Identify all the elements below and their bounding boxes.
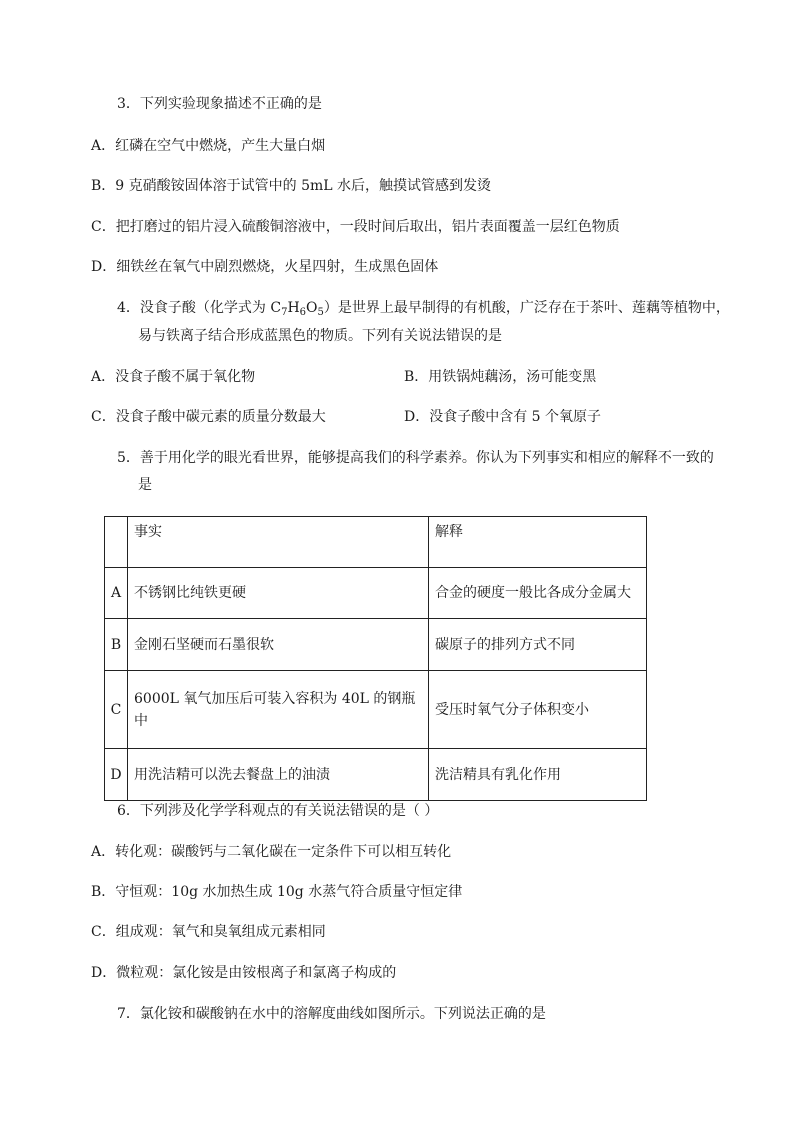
- row-explanation: 受压时氧气分子体积变小: [429, 671, 647, 749]
- table-header-row: [105, 517, 647, 568]
- q3-option-d: D．细铁丝在氧气中剧烈燃烧，火星四射，生成黑色固体: [91, 259, 439, 275]
- row-fact: 金刚石坚硬而石墨很软: [128, 619, 429, 671]
- row-explanation: 合金的硬度一般比各成分金属大: [429, 568, 647, 619]
- row-letter: C: [105, 671, 128, 749]
- header-fact-cell: 事实: [128, 517, 429, 568]
- q4-stem-before: 4．没食子酸（化学式为 C: [117, 300, 282, 316]
- q7-stem: 7．氯化铵和碳酸钠在水中的溶解度曲线如图所示。下列说法正确的是: [117, 1006, 546, 1022]
- q3-option-a: A．红磷在空气中燃烧，产生大量白烟: [91, 138, 326, 154]
- row-fact-line1: 6000L 氧气加压后可装入容积为 40L 的钢瓶: [134, 690, 416, 707]
- q6-option-b: B．守恒观：10g 水加热生成 10g 水蒸气符合质量守恒定律: [91, 884, 463, 900]
- row-fact: 不锈钢比纯铁更硬: [128, 568, 429, 619]
- formula-o: O: [306, 300, 318, 316]
- row-letter: B: [105, 619, 128, 671]
- row-fact-line2: 中: [134, 712, 148, 729]
- q6-option-d: D．微粒观：氯化铵是由铵根离子和氯离子构成的: [91, 965, 397, 981]
- q3-option-b: B．9 克硝酸铵固体溶于试管中的 5mL 水后，触摸试管感到发烫: [91, 178, 492, 194]
- q3-stem: 3．下列实验现象描述不正确的是: [117, 96, 322, 112]
- row-fact: [128, 671, 429, 749]
- table-row: [105, 749, 647, 801]
- facts-table: [104, 516, 647, 801]
- q4-stem-line1: [117, 298, 730, 323]
- q4-option-a: A．没食子酸不属于氧化物: [91, 369, 256, 385]
- row-explanation: 洗洁精具有乳化作用: [429, 749, 647, 801]
- table-row: [105, 671, 647, 749]
- header-explanation-cell: 解释: [429, 517, 647, 568]
- q6-option-a: A．转化观：碳酸钙与二氧化碳在一定条件下可以相互转化: [91, 844, 452, 860]
- q4-stem-line2: 易与铁离子结合形成蓝黑色的物质。下列有关说法错误的是: [138, 328, 502, 344]
- formula-h: H: [287, 300, 300, 316]
- q4-option-d: D．没食子酸中含有 5 个氧原子: [404, 409, 602, 425]
- row-fact: 用洗洁精可以洗去餐盘上的油渍: [128, 749, 429, 801]
- formula-subscript-o: 5: [317, 307, 324, 318]
- table-row: [105, 568, 647, 619]
- formula-subscript-h: 6: [299, 307, 307, 318]
- q5-stem-line2: 是: [138, 477, 152, 493]
- q6-option-c: C．组成观：氧气和臭氧组成元素相同: [91, 924, 326, 940]
- q4-option-b: B．用铁锅炖藕汤，汤可能变黑: [404, 369, 597, 385]
- q6-stem: 6．下列涉及化学学科观点的有关说法错误的是（ ）: [117, 803, 439, 819]
- q4-option-c: C．没食子酸中碳元素的质量分数最大: [91, 409, 326, 425]
- row-letter: D: [105, 749, 128, 801]
- q5-stem-line1: 5．善于用化学的眼光看世界，能够提高我们的科学素养。你认为下列事实和相应的解释不一致的: [117, 450, 714, 466]
- row-explanation: 碳原子的排列方式不同: [429, 619, 647, 671]
- header-letter-cell: [105, 517, 128, 568]
- formula-subscript-c: 7: [281, 307, 288, 318]
- q4-stem-after: ）是世界上最早制得的有机酸，广泛存在于茶叶、莲藕等植物中，: [323, 300, 730, 316]
- table-row: [105, 619, 647, 671]
- row-letter: A: [105, 568, 128, 619]
- q3-option-c: C．把打磨过的铝片浸入硫酸铜溶液中，一段时间后取出，铝片表面覆盖一层红色物质: [91, 219, 620, 235]
